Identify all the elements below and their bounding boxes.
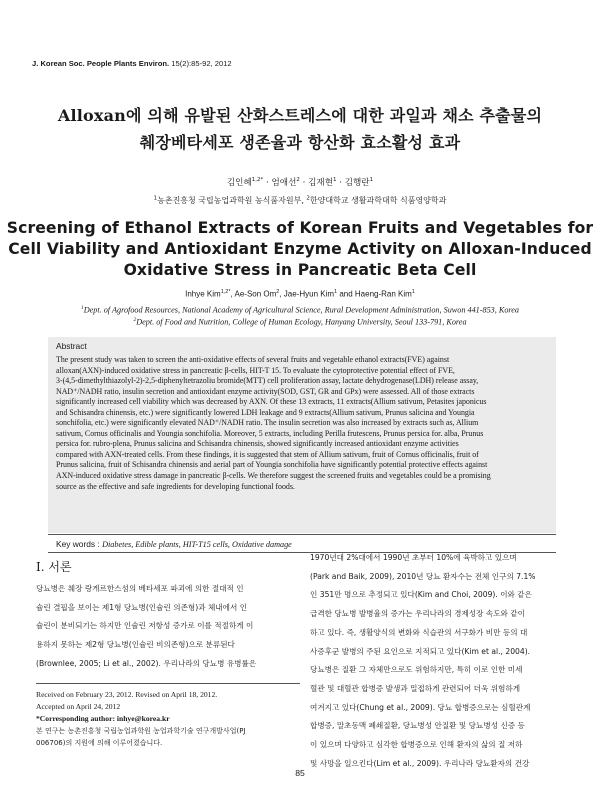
korean-authors (0, 176, 600, 188)
body-line: 하고 있다. 즉, 생활양식의 변화와 식습관의 서구화가 비만 등의 대 (310, 627, 528, 637)
author-ko-1: 김인혜 (226, 178, 252, 188)
body-line: 혈관 및 대혈관 합병증 발생과 밀접하게 관련되어 더욱 위험하게 (310, 683, 521, 693)
author-ko-3-sup: 1 (333, 177, 337, 184)
body-line: (Brownlee, 2005; Li et al., 2002). 우리나라의 당뇨병 유병률은 (36, 658, 257, 668)
section-heading: Ⅰ. 서론 (36, 560, 72, 574)
abstract-line: source as the effective and safe ingredients for developing functional foods. (56, 481, 295, 491)
funding-note-line: 006706)의 지원에 의해 이루어졌습니다. (36, 739, 163, 747)
abstract-line: and Schisandra chinensis, etc.) were significantly lowered LDH leakage and 9 extracts(Allium sativum, Prunus salicina and Youngia (56, 407, 475, 417)
author-en-3: , Jae-Hyun Kim (279, 289, 335, 299)
corresponding-author-note: *Corresponding author: inhye@korea.kr (36, 714, 170, 723)
body-line: 합병증, 말초동맥 폐쇄질환, 당뇨병성 안질환 및 당뇨병성 신증 등 (310, 721, 525, 731)
keywords (56, 539, 292, 549)
body-line: 여겨지고 있다(Chung et al., 2009). 당뇨 합병증으로는 심혈관계 (310, 702, 531, 712)
abstract-line: alloxan(AXN)-induced oxidative stress in pancreatic β-cells, HIT-T 15. To evaluate the cytoprotective potential effect of FVE, (56, 365, 455, 375)
author-en-4-sup: 1 (411, 289, 415, 295)
author-ko-4: · 김행란 (336, 178, 370, 188)
accepted-note: Accepted on April 24, 2012 (36, 702, 121, 711)
abstract-line: significantly increased cell viability which was decreased by AXN. Of these 13 extracts, 11 extracts(Allium sativum, Petasites japonicus (56, 397, 487, 407)
abstract-line: NAD⁺/NADH ratio, insulin secretion and antioxidant enzyme activity(SOD, GST, GR and GPx) were assessed. All of those extracts (56, 386, 475, 396)
received-note: Received on February 23, 2012. Revised on April 18, 2012. (36, 690, 218, 699)
body-line: 용하지 못하는 제2형 당뇨병(인슐린 비의존형)으로 분류된다 (36, 640, 235, 650)
author-ko-2: · 엄애선 (263, 178, 297, 188)
author-ko-1-sup: 1,2* (251, 177, 264, 184)
abstract-line: persica for. rubro-plena, Prunus salicina and Schisandra chinensis, showed significantly increased antioxidant enzyme activities (56, 439, 459, 449)
affil-ko-sup-1: 1 (153, 195, 158, 202)
body-line: 급격한 당뇨병 발병율의 증가는 우리나라의 경제성장 속도와 같이 (310, 609, 525, 619)
keywords-label: Key words : (56, 539, 103, 549)
affil-en-sup-1: 1 (80, 305, 84, 311)
journal-header (32, 59, 232, 68)
right-column (310, 549, 568, 773)
body-line: 당뇨병은 췌장 랑게르한스섬의 베타세포 파괴에 의한 절대적 인 (36, 584, 244, 593)
author-en-1: Inhye Kim (185, 289, 221, 299)
abstract-line: sativum, Cornus officinalis and Youngia sonchifolia. Moreover, 5 extracts, including Perilla frutescens, Prunus persica for. alba, Prunus (56, 428, 484, 438)
author-en-2-sup: 2 (276, 289, 280, 295)
journal-volume: 15(2):85-92, 2012 (171, 59, 232, 68)
abstract-text (56, 355, 550, 492)
page-number: 85 (295, 768, 305, 778)
english-authors (0, 289, 600, 299)
abstract-line: sonchifolia, etc.) were significantly elevated NAD⁺/NADH ratio. The insulin secretion was also increased by extracts such as, Allium (56, 418, 479, 428)
body-line: 사증후군 발병의 주된 요인으로 지적되고 있다(Kim et al., 2004). (310, 646, 531, 656)
abstract-label: Abstract (56, 341, 87, 351)
body-line: 인 351만 명으로 추정되고 있다(Kim and Choi, 2009). 이와 같은 (310, 590, 532, 600)
journal-name: J. Korean Soc. People Plants Environ. (32, 59, 170, 68)
author-en-4: and Haeng-Ran Kim (337, 289, 412, 299)
body-line: (Park and Baik, 2009), 2010년 당뇨 환자수는 전체 인구의 7.1% (310, 571, 536, 581)
author-en-1-sup: 1,2* (220, 289, 231, 295)
footnotes (36, 689, 300, 749)
author-ko-2-sup: 2 (296, 177, 300, 184)
author-en-3-sup: 1 (334, 289, 338, 295)
body-line: 슐린이 분비되기는 하지만 인슐린 저항성 증가로 이를 적절하게 이 (36, 621, 254, 631)
body-line: 및 사망을 일으킨다(Lim et al., 2009). 우리나라 당뇨환자의 건강 (310, 758, 530, 768)
affil-en-1: Dept. of Agrofood Resources, National Academy of Agricultural Science, Rural Development Administration, Suwon 441-853, Korea (83, 305, 520, 315)
left-column (36, 580, 300, 674)
abstract-line: Prunus salicina, fruit of Schisandra chinensis and aerial part of Youngia sonchifolia have significantly potential protective effects against (56, 460, 488, 470)
keywords-list: Diabetes, Edible plants, HIT-T15 cells, Oxidative damage (102, 540, 292, 549)
korean-title-line-1: Alloxan에 의해 유발된 산화스트레스에 대한 과일과 채소 추출물의 (57, 106, 543, 125)
affil-ko-1: 농촌진흥청 국립농업과학원 농식품자원부, (157, 196, 307, 205)
abstract-line: AXN-induced oxidative stress damage in pancreatic β-cells. We therefore suggest the screened fruits and vegetables could be a promising (56, 471, 491, 481)
abstract-box (48, 337, 556, 533)
affil-en-2: Dept. of Food and Nutrition, College of Human Ecology, Hanyang University, Seoul 133-791, Korea (136, 317, 467, 327)
funding-note-line: 본 연구는 농촌진흥청 국립농업과학원 농업과학기술 연구개발사업(PJ (36, 727, 246, 735)
body-line: 이 있으며 다양하고 심각한 합병증으로 인해 환자의 삶의 질 저하 (310, 740, 523, 750)
english-title-line-3: Oxidative Stress in Pancreatic Beta Cell (123, 261, 477, 279)
author-ko-3: · 김재현 (299, 178, 333, 188)
footnote-rule (36, 683, 300, 684)
affil-ko-sup-2: 2 (306, 195, 310, 202)
korean-title-line-2: 췌장베타세포 생존율과 항산화 효소활성 효과 (139, 133, 461, 152)
body-line: 슐린 결핍을 보이는 제1형 당뇨병(인슐린 의존형)과 체내에서 인 (36, 602, 248, 612)
korean-affiliations (0, 195, 600, 206)
english-affiliation-2 (0, 317, 600, 327)
english-affiliation-1 (0, 305, 600, 315)
affil-ko-2: 한양대학교 생활과학대학 식품영양학과 (309, 196, 447, 205)
abstract-line: The present study was taken to screen the anti-oxidative effects of several fruits and vegetable ethanol extracts(FVE) against (56, 355, 450, 364)
abstract-line: 3-(4,5-dimethylthiazolyl-2)-2,5-diphenyltetrazoliu bromide(MTT) cell proliferation assay, lactate dehydrogenase(LDH) release assay, (56, 376, 479, 386)
affil-en-sup-2: 2 (133, 317, 137, 323)
english-title-line-2: Cell Viability and Antioxidant Enzyme Activity on Alloxan-Induced (8, 240, 592, 258)
author-en-2: , Ae-Son Om (230, 289, 277, 299)
keywords-top-rule (48, 534, 556, 535)
author-ko-4-sup: 1 (369, 177, 374, 184)
english-title-line-1: Screening of Ethanol Extracts of Korean Fruits and Vegetables for (6, 219, 594, 237)
abstract-line: compared with AXN-treated cells. From these findings, it is suggested that stem of Allium sativum, fruit of Cornus officinalis, fruit of (56, 449, 479, 459)
body-line: 당뇨병은 질환 그 자체만으로도 위험하지만, 특히 이로 인한 미세 (310, 665, 523, 675)
body-line: 1970년대 2%대에서 1990년 초부터 10%에 육박하고 있으며 (310, 553, 517, 562)
